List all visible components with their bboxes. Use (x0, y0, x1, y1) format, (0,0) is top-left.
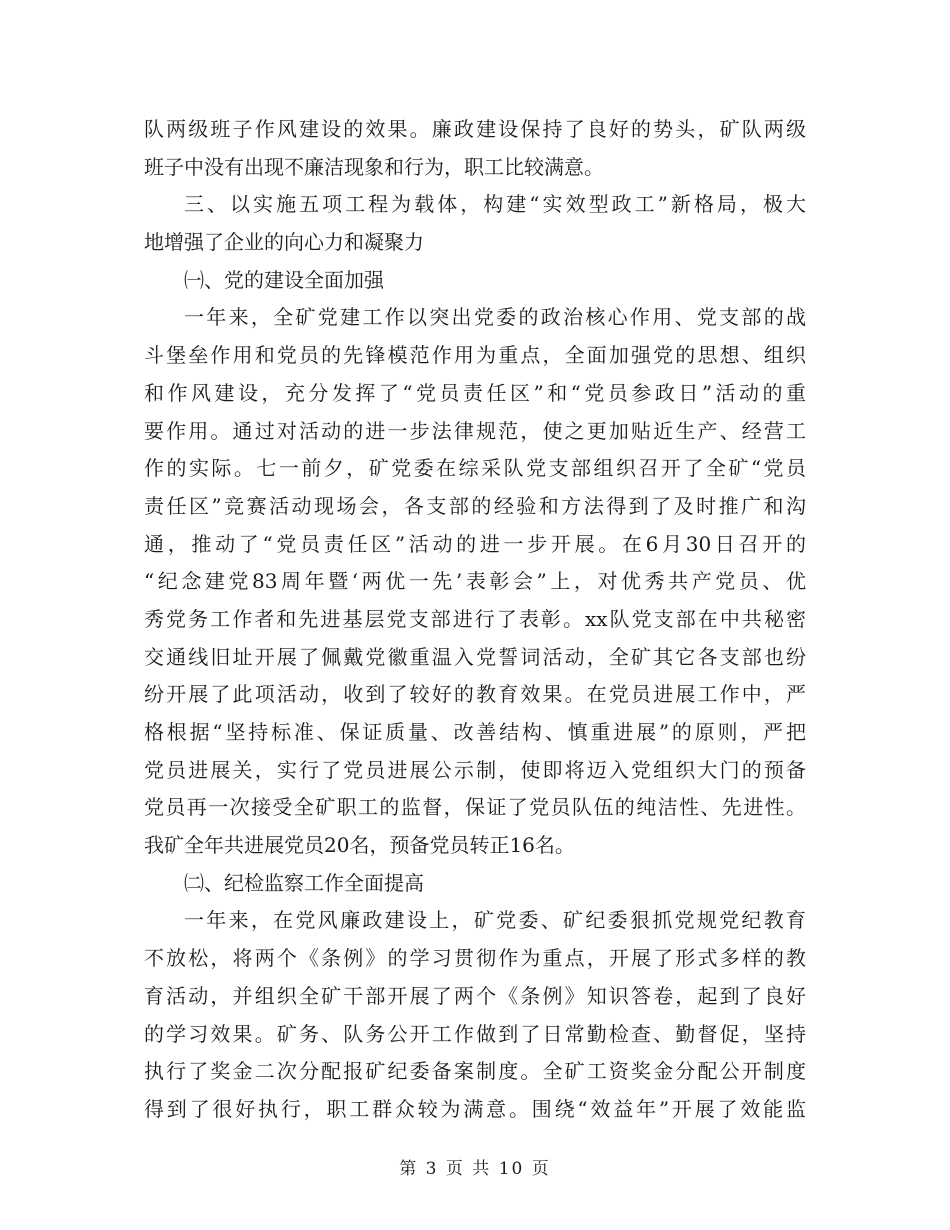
text-line: 通，推动了“党员责任区”活动的进一步开展。在6月30日召开的 (144, 531, 806, 556)
text-line: 一年来，在党风廉政建设上，矿党委、矿纪委狠抓党规党纪教育 (184, 908, 806, 933)
text-line: 的学习效果。矿务、队务公开工作做到了日常勤检查、勤督促，坚持 (144, 1021, 806, 1046)
body-text (144, 111, 806, 1129)
text-line: 作的实际。七一前夕，矿党委在综采队党支部组织召开了全矿“党员 (144, 456, 806, 481)
text-line: 队两级班子作风建设的效果。廉政建设保持了良好的势头，矿队两级 (144, 117, 806, 141)
text-line: 我矿全年共进展党员20名，预备党员转正16名。 (144, 833, 575, 858)
text-line: 执行了奖金二次分配报矿纪委备案制度。全矿工资奖金分配公开制度 (144, 1059, 806, 1084)
text-line: 党员进展关，实行了党员进展公示制，使即将迈入党组织大门的预备 (144, 757, 806, 782)
text-line: 格根据“坚持标准、保证质量、改善结构、慎重进展”的原则，严把 (144, 720, 806, 744)
text-line: 纷开展了此项活动，收到了较好的教育效果。在党员进展工作中，严 (144, 682, 806, 707)
text-line: 得到了很好执行，职工群众较为满意。围绕“效益年”开展了效能监 (144, 1096, 806, 1121)
text-line: ㈡、纪检监察工作全面提高 (184, 870, 424, 895)
text-line: 要作用。通过对活动的进一步法律规范，使之更加贴近生产、经营工 (144, 418, 806, 443)
text-line: 三、以实施五项工程为载体，构建“实效型政工”新格局，极大 (184, 192, 806, 217)
text-line: 斗堡垒作用和党员的先锋模范作用为重点，全面加强党的思想、组织 (144, 343, 806, 368)
text-line: 和作风建设，充分发挥了“党员责任区”和“党员参政日”活动的重 (144, 380, 806, 405)
text-line: 一年来，全矿党建工作以突出党委的政治核心作用、党支部的战 (184, 305, 806, 330)
text-line: 地增强了企业的向心力和凝聚力 (144, 230, 424, 255)
text-line: 育活动，并组织全矿干部开展了两个《条例》知识答卷，起到了良好 (144, 983, 806, 1008)
text-line: 不放松，将两个《条例》的学习贯彻作为重点，开展了形式多样的教 (144, 946, 806, 971)
text-line: 班子中没有出现不廉洁现象和行为，职工比较满意。 (144, 154, 604, 179)
text-line: 交通线旧址开展了佩戴党徽重温入党誓词活动，全矿其它各支部也纷 (144, 644, 806, 669)
text-line: 责任区”竞赛活动现场会，各支部的经验和方法得到了及时推广和沟 (144, 493, 806, 518)
text-line: 秀党务工作者和先进基层党支部进行了表彰。xx队党支部在中共秘密 (144, 606, 806, 631)
text-line: 党员再一次接受全矿职工的监督，保证了党员队伍的纯洁性、先进性。 (144, 795, 806, 820)
text-line: ㈠、党的建设全面加强 (184, 267, 384, 292)
page-footer: 第 3 页 共 10 页 (399, 1159, 551, 1179)
text-line: “纪念建党83周年暨‘两优一先’表彰会”上，对优秀共产党员、优 (144, 569, 806, 594)
